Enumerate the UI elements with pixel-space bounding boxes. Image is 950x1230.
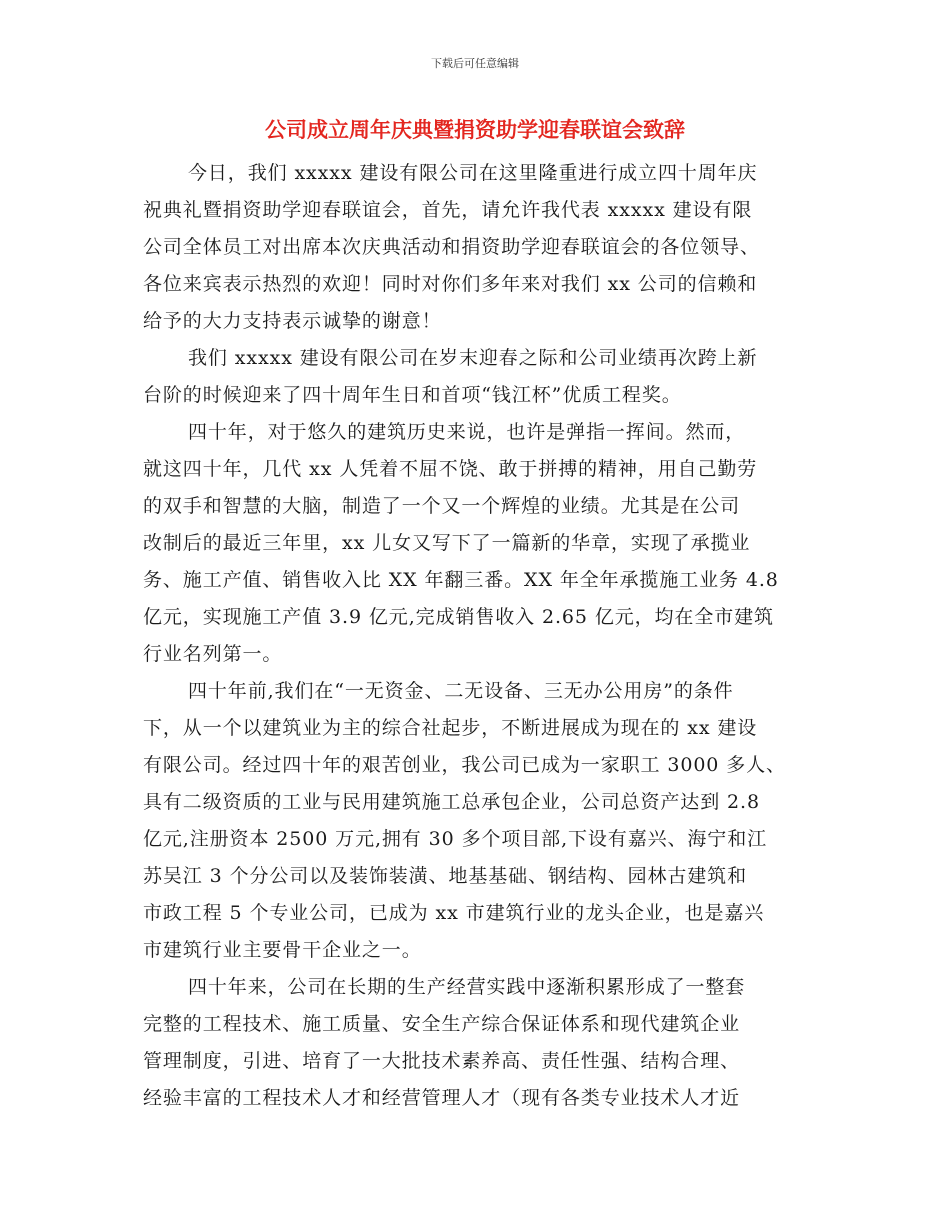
text-line: 今日，我们 xxxxx 建设有限公司在这里隆重进行成立四十周年庆 — [188, 162, 758, 184]
header-note: 下载后可任意编辑 — [431, 57, 519, 70]
text-line: 我们 xxxxx 建设有限公司在岁末迎春之际和公司业绩再次跨上新 — [188, 347, 758, 369]
text-line: 四十年前,我们在“一无资金、二无设备、三无办公用房”的条件 — [188, 680, 734, 702]
text-line: 务、施工产值、销售收入比 XX 年翻三番。XX 年全年承揽施工业务 4.8 — [143, 569, 779, 591]
text-line: 亿元,注册资本 2500 万元,拥有 30 多个项目部,下设有嘉兴、海宁和江 — [143, 828, 768, 850]
text-line: 公司全体员工对出席本次庆典活动和捐资助学迎春联谊会的各位领导、 — [143, 236, 760, 258]
text-line: 具有二级资质的工业与民用建筑施工总承包企业，公司总资产达到 2.8 — [143, 791, 760, 813]
text-line: 市政工程 5 个专业公司，已成为 xx 市建筑行业的龙头企业，也是嘉兴 — [143, 902, 765, 924]
text-line: 有限公司。经过四十年的艰苦创业，我公司已成为一家职工 3000 多人、 — [143, 754, 786, 776]
document-title: 公司成立周年庆典暨捐资助学迎春联谊会致辞 — [265, 118, 685, 142]
text-line: 苏吴江 3 个分公司以及装饰装潢、地基基础、钢结构、园林古建筑和 — [143, 865, 747, 887]
text-line: 祝典礼暨捐资助学迎春联谊会，首先，请允许我代表 xxxxx 建设有限 — [143, 199, 753, 221]
text-line: 就这四十年，几代 xx 人凭着不屈不饶、敢于拼搏的精神，用自己勤劳 — [143, 458, 758, 480]
text-line: 经验丰富的工程技术人才和经营管理人才（现有各类专业技术人才近 — [143, 1087, 741, 1109]
text-line: 行业名列第一。 — [143, 643, 283, 665]
text-line: 亿元，实现施工产值 3.9 亿元,完成销售收入 2.65 亿元，均在全市建筑 — [143, 606, 774, 628]
text-line: 台阶的时候迎来了四十周年生日和首项“钱江杯”优质工程奖。 — [143, 384, 682, 406]
text-line: 改制后的最近三年里，xx 儿女又写下了一篇新的华章，实现了承揽业 — [143, 532, 751, 554]
text-line: 完整的工程技术、施工质量、安全生产综合保证体系和现代建筑企业 — [143, 1013, 741, 1035]
text-line: 管理制度，引进、培育了一大批技术素养高、责任性强、结构合理、 — [143, 1050, 741, 1072]
text-line: 给予的大力支持表示诚挚的谢意！ — [143, 310, 442, 332]
text-line: 市建筑行业主要骨干企业之一。 — [143, 939, 422, 961]
text-line: 四十年来，公司在长期的生产经营实践中逐渐积累形成了一整套 — [188, 976, 746, 998]
document-body — [143, 155, 815, 1117]
text-line: 下，从一个以建筑业为主的综合社起步，不断进展成为现在的 xx 建设 — [143, 717, 758, 739]
text-line: 的双手和智慧的大脑，制造了一个又一个辉煌的业绩。尤其是在公司 — [143, 495, 741, 517]
text-line: 四十年，对于悠久的建筑历史来说，也许是弹指一挥间。然而， — [188, 421, 746, 443]
text-line: 各位来宾表示热烈的欢迎！同时对你们多年来对我们 xx 公司的信赖和 — [143, 273, 758, 295]
